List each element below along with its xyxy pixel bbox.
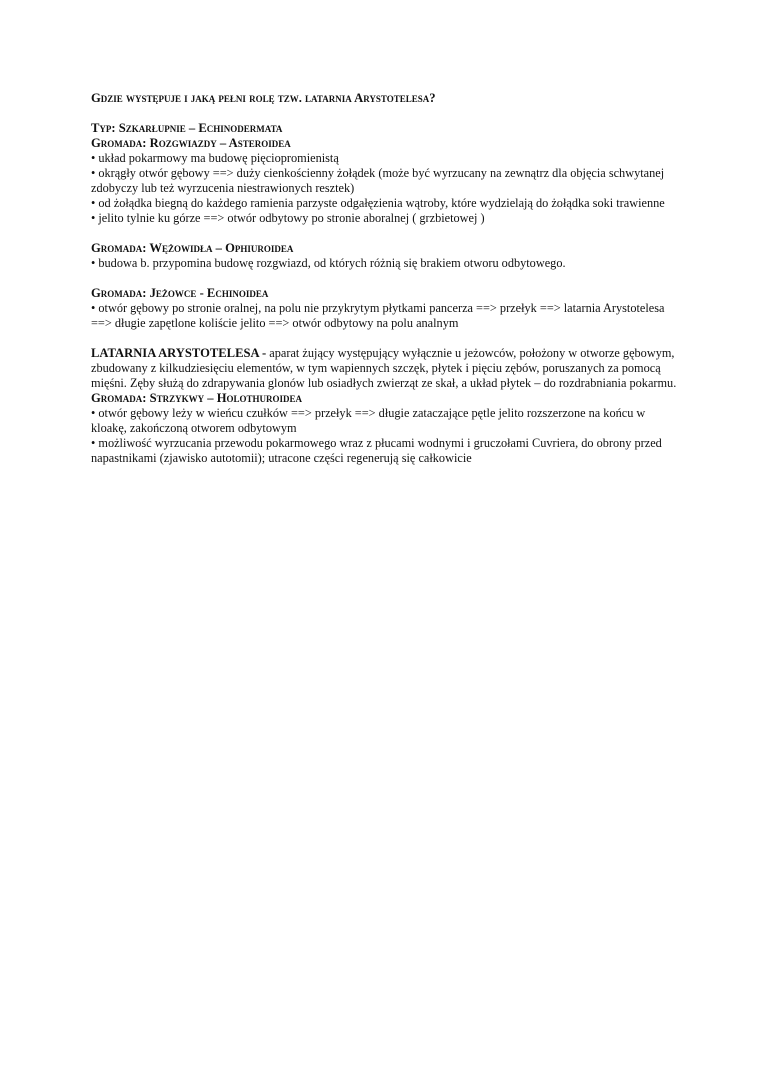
- section-echinoidea: [91, 286, 681, 331]
- type-line: Typ: Szkarłupnie – Echinodermata: [91, 121, 283, 135]
- section-heading: Gromada: Jeżowce - Echinoidea: [91, 286, 269, 300]
- bullet-line: • otwór gębowy po stronie oralnej, na polu nie przykrytym płytkami pancerza ==> przełyk ==> latarnia Arystotelesa ==> długie zapętlone koliście jelito ==> otwór odbytowy na polu analnym: [91, 301, 665, 330]
- section-heading: Gromada: Strzykwy – Holothuroidea: [91, 391, 303, 405]
- section-heading: Gromada: Rozgwiazdy – Asteroidea: [91, 136, 291, 150]
- bullet-line: • jelito tylnie ku górze ==> otwór odbytowy po stronie aboralnej ( grzbietowej ): [91, 211, 485, 225]
- bullet-line: • układ pokarmowy ma budowę pięciopromienistą: [91, 151, 339, 165]
- latarnia-paragraph: [91, 346, 681, 391]
- bullet-line: • otwór gębowy leży w wieńcu czułków ==> przełyk ==> długie zataczające pętle jelito rozszerzone na końcu w kloakę, zakończoną otworem odbytowym: [91, 406, 646, 435]
- section-heading: Gromada: Wężowidła – Ophiuroidea: [91, 241, 294, 255]
- bullet-line: • możliwość wyrzucania przewodu pokarmowego wraz z płucami wodnymi i gruczołami Cuvriera, do obrony przed napastnikami (zjawisko autotomii); utracone części regenerują się całkowicie: [91, 436, 662, 465]
- document-page: [91, 91, 681, 481]
- latarnia-text: aparat żujący występujący wyłącznie u jeżowców, położony w otworze gębowym, zbudowany z kilkudziesięciu elementów, w tym wapiennych szczęk, płytek i pięciu zębów, poruszanych za pomocą mięśni. Zęby służą do zdrapywania glonów lub osiadłych zwierząt ze skał, a układ płytek – do rozdrabniania pokarmu.: [91, 346, 677, 390]
- bullet-line: • okrągły otwór gębowy ==> duży cienkościenny żołądek (może być wyrzucany na zewnątrz dla objęcia schwytanej zdobyczy lub też wyrzucenia niestrawionych resztek): [91, 166, 665, 195]
- bullet-line: • budowa b. przypomina budowę rozgwiazd, od których różnią się brakiem otworu odbytowego.: [91, 256, 566, 270]
- section-holothuroidea: [91, 391, 681, 466]
- bullet-line: • od żołądka biegną do każdego ramienia parzyste odgałęzienia wątroby, które wydzielają do żołądka soki trawienne: [91, 196, 665, 210]
- document-title: Gdzie występuje i jaką pełni rolę tzw. latarnia Arystotelesa?: [91, 91, 436, 105]
- section-asteroidea: [91, 136, 681, 226]
- section-ophiuroidea: [91, 241, 681, 271]
- latarnia-lead: LATARNIA ARYSTOTELESA -: [91, 346, 267, 360]
